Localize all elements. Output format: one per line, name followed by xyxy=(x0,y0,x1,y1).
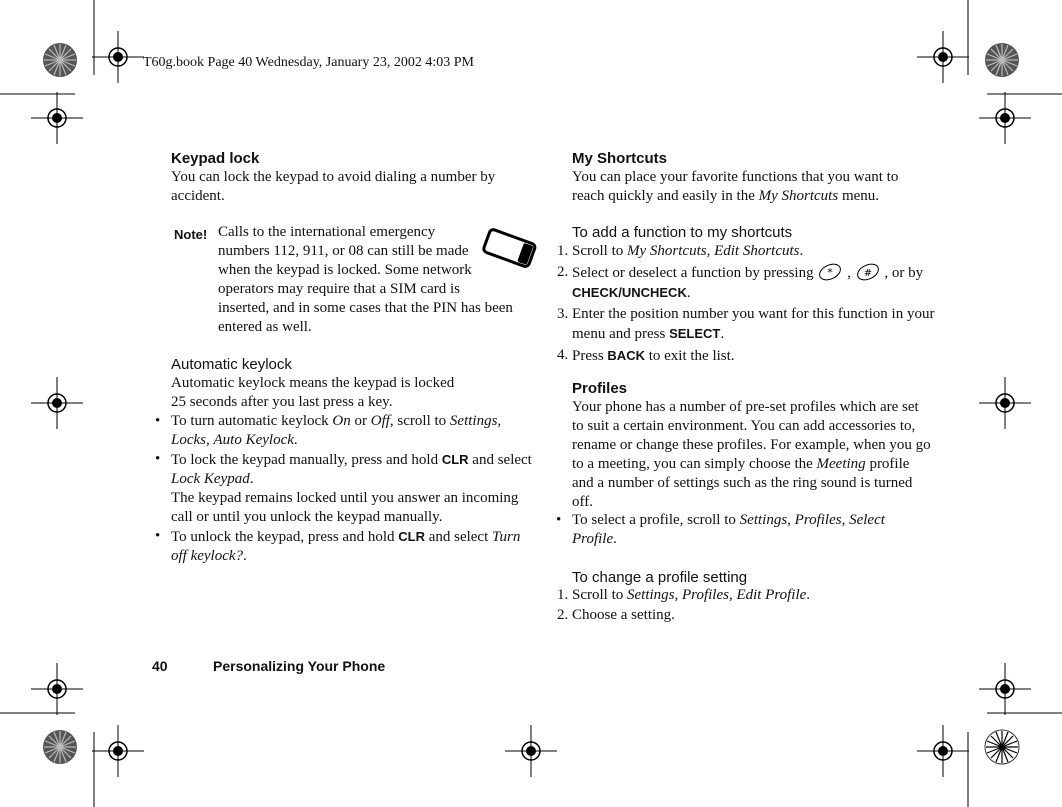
change-profile-heading: To change a profile setting xyxy=(572,569,748,586)
auto-keylock-section xyxy=(171,355,531,412)
svg-text:*: * xyxy=(827,266,834,279)
hash-key-icon xyxy=(855,263,881,281)
auto-keylock-bullets xyxy=(152,412,532,566)
print-header: T60g.book Page 40 Wednesday, January 23, 2002 4:03 PM xyxy=(143,55,474,70)
auto-keylock-heading: Automatic keylock xyxy=(171,356,292,373)
list-item: 3. Enter the position number you want for this function in your menu and press SELECT. xyxy=(557,306,935,342)
shortcuts-body: You can place your favorite functions that you want to reach quickly and easily in the My Shortcuts menu. xyxy=(572,169,899,204)
lock-explanation: The keypad remains locked until you answer an incoming call or until you unlock the keypad manually. xyxy=(171,490,519,525)
add-function-steps xyxy=(557,242,936,368)
star-key-icon xyxy=(817,263,843,281)
list-item: 1. Scroll to Settings, Profiles, Edit Profile. xyxy=(557,587,811,603)
list-item: • To unlock the keypad, press and hold CLR and select Turn off keylock?. xyxy=(152,527,532,566)
shortcuts-section xyxy=(572,149,934,206)
change-profile-steps xyxy=(557,586,936,627)
note-label: Note! xyxy=(174,227,208,242)
shortcuts-heading: My Shortcuts xyxy=(572,150,668,167)
keypad-lock-heading: Keypad lock xyxy=(171,150,260,167)
svg-text:#: # xyxy=(863,268,872,279)
auto-keylock-body: Automatic keylock means the keypad is locked 25 seconds after you last press a key. xyxy=(171,375,455,410)
list-item: • To lock the keypad manually, press and hold CLR and select Lock Keypad. The keypad remains locked until you answer an incoming call or until you unlock the keypad manually. xyxy=(152,450,532,527)
add-function-heading: To add a function to my shortcuts xyxy=(572,224,793,241)
profiles-bullets xyxy=(553,511,933,549)
note-text-content: Calls to the international emergency numbers 112, 911, or 08 can still be made when the keypad is locked. Some network operators may require that a SIM card is inserted, and in some cases that the PIN has been entered as well. xyxy=(218,224,513,335)
keypad-lock-body: You can lock the keypad to avoid dialing a number by accident. xyxy=(171,169,496,204)
list-item: 4. Press BACK to exit the list. xyxy=(557,347,735,364)
list-item: • To select a profile, scroll to Settings, Profiles, Select Profile. xyxy=(553,511,933,549)
profiles-body: Your phone has a number of pre-set profiles which are set to suit a certain environment. You can add accessories to, rename or change these profiles. For example, when you go to a meeting, you can simply choose the Meeting profile and a number of settings such as the ring sound is turned off. xyxy=(572,399,931,510)
profiles-section xyxy=(572,379,932,512)
page-number: 40 xyxy=(152,658,168,674)
section-title: Personalizing Your Phone xyxy=(213,658,386,674)
phone-note-icon xyxy=(481,228,537,270)
left-column xyxy=(171,149,531,206)
list-item: 2. Choose a setting. xyxy=(557,607,675,623)
list-item: 1. Scroll to My Shortcuts, Edit Shortcuts. xyxy=(557,243,804,259)
list-item: 2. Select or deselect a function by pressing * , # , or by CHECK/UNCHECK. xyxy=(572,263,936,303)
profiles-heading: Profiles xyxy=(572,380,628,397)
list-item: • To turn automatic keylock On or Off, scroll to Settings, Locks, Auto Keylock. xyxy=(152,412,532,450)
